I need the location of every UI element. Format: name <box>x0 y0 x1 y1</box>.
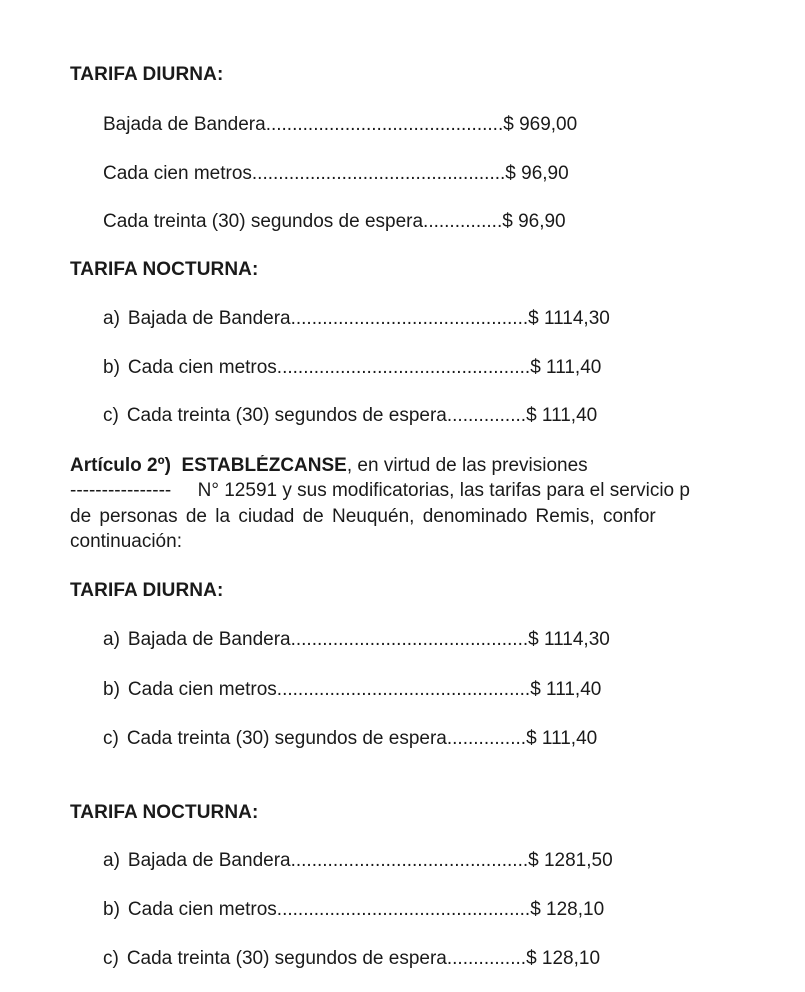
item-label: a) <box>103 629 120 650</box>
tariff-price: $ 1114,30 <box>528 629 610 650</box>
blank-dashes: ---------------- <box>70 480 172 501</box>
tariff-line <box>103 357 601 379</box>
article-line1-rest: , en virtud de las previsiones <box>346 455 588 476</box>
tariff-line <box>103 850 613 872</box>
item-label: b) <box>103 899 120 920</box>
tariff-line <box>103 211 566 233</box>
tariff-price: $ 128,10 <box>526 948 601 969</box>
section-heading-nocturna-1: TARIFA NOCTURNA: <box>70 259 259 280</box>
tariff-line-text: Cada cien metros................................................ <box>127 357 531 378</box>
tariff-line-text: Cada treinta (30) segundos de espera............... <box>126 405 527 426</box>
tariff-line-text: Bajada de Bandera............................................. <box>127 308 529 329</box>
tariff-line-text: Cada treinta (30) segundos de espera............... <box>126 948 527 969</box>
tariff-line-text: Cada treinta (30) segundos de espera............... <box>126 728 527 749</box>
section-heading-nocturna-2: TARIFA NOCTURNA: <box>70 802 259 823</box>
tariff-line <box>103 899 604 921</box>
article-keyword: ESTABLÉZCANSE <box>181 455 347 476</box>
article-line2-text: N° 12591 y sus modificatorias, las tarifas para el servicio p <box>197 480 690 501</box>
article-line-3: de personas de la ciudad de Neuquén, denominado Remis, confor <box>70 506 656 527</box>
section-heading-diurna-1: TARIFA DIURNA: <box>70 64 224 85</box>
tariff-price: $ 111,40 <box>530 679 602 700</box>
tariff-line <box>103 629 610 651</box>
tariff-line <box>103 728 597 750</box>
tariff-price: $ 111,40 <box>530 357 602 378</box>
item-label: a) <box>103 850 120 871</box>
item-label: b) <box>103 679 120 700</box>
article-line-2 <box>70 480 690 502</box>
tariff-price: $ 1281,50 <box>528 850 613 871</box>
tariff-line-text: Bajada de Bandera............................................. <box>103 114 504 135</box>
section-heading-diurna-2: TARIFA DIURNA: <box>70 580 224 601</box>
tariff-line <box>103 163 569 185</box>
tariff-line-text: Bajada de Bandera............................................. <box>127 629 529 650</box>
item-label: a) <box>103 308 120 329</box>
tariff-price: $ 96,90 <box>502 211 566 232</box>
article-line-4: continuación: <box>70 531 182 552</box>
tariff-line-text: Cada cien metros................................................ <box>127 899 531 920</box>
tariff-line-text: Cada treinta (30) segundos de espera............... <box>103 211 503 232</box>
tariff-price: $ 128,10 <box>530 899 605 920</box>
tariff-price: $ 969,00 <box>503 114 578 135</box>
tariff-price: $ 96,90 <box>505 163 569 184</box>
tariff-line <box>103 679 601 701</box>
article-line-1 <box>70 455 805 477</box>
tariff-line <box>103 308 610 330</box>
tariff-line <box>103 114 577 136</box>
tariff-line-text: Bajada de Bandera............................................. <box>127 850 529 871</box>
item-label: c) <box>103 728 119 749</box>
tariff-line <box>103 948 600 970</box>
item-label: c) <box>103 948 119 969</box>
tariff-line-text: Cada cien metros................................................ <box>127 679 531 700</box>
tariff-price: $ 111,40 <box>526 728 598 749</box>
tariff-line-text: Cada cien metros................................................ <box>103 163 506 184</box>
item-label: b) <box>103 357 120 378</box>
article-title: Artículo 2º) <box>70 455 171 476</box>
tariff-price: $ 1114,30 <box>528 308 610 329</box>
tariff-line <box>103 405 597 427</box>
tariff-price: $ 111,40 <box>526 405 598 426</box>
item-label: c) <box>103 405 119 426</box>
